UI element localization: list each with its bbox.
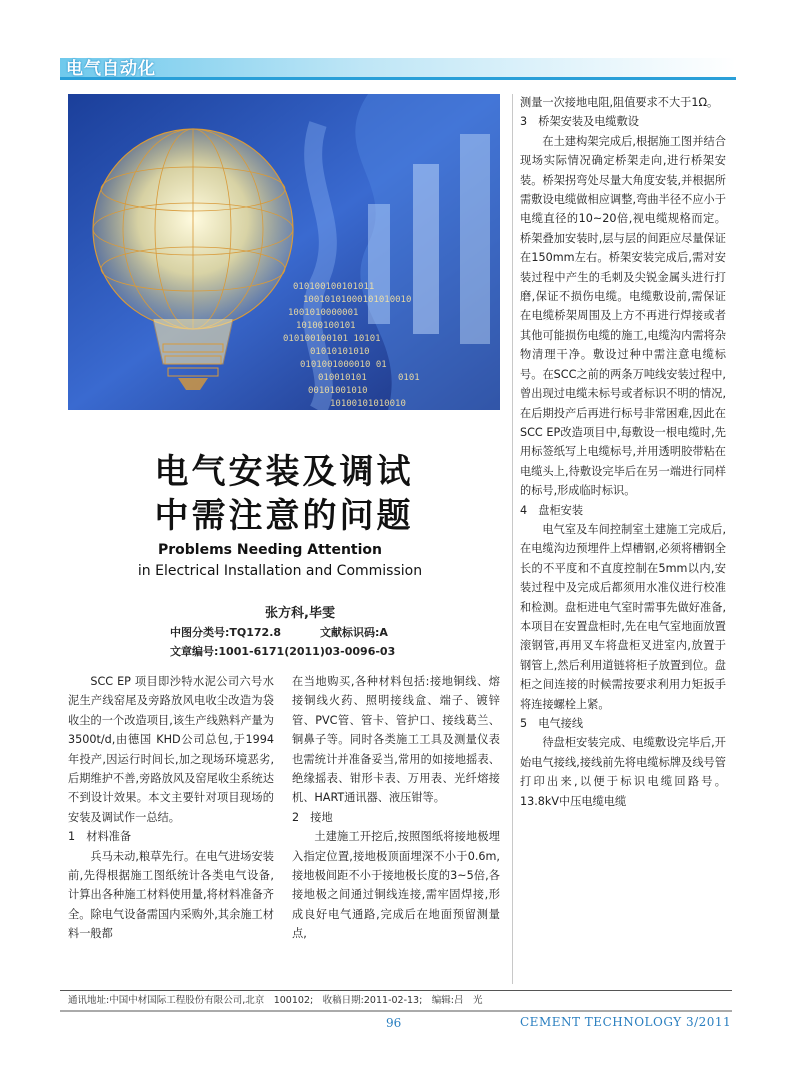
binary-line: 10010101000101010010 <box>303 295 412 305</box>
page-title-line2: 中需注意的问题 <box>154 496 414 536</box>
binary-line: 010100100101011 <box>293 282 375 292</box>
authors: 张方科,毕雯 <box>265 606 335 621</box>
page-number: 96 <box>386 1016 402 1030</box>
english-title-line2: in Electrical Installation and Commission <box>137 563 423 579</box>
footnote-rule <box>60 990 732 991</box>
column-3 <box>520 93 726 811</box>
header-rule <box>60 77 736 80</box>
journal-name: CEMENT TECHNOLOGY 3/2011 <box>520 1015 732 1029</box>
section-header-band <box>60 58 736 80</box>
paragraph: 在当地购买,各种材料包括:接地铜线、熔接铜线火药、照明接线盒、端子、镀锌管、PVC管、管卡、管护口、接线葛兰、铜鼻子等。同时各类施工工具及测量仪表也需统计并准备妥当,常用的如接地摇表、绝缘摇表、钳形卡表、万用表、光纤熔接机、HART通讯器、液压钳等。 <box>292 675 500 805</box>
article-number: 文章编号:1001-6171(2011)03-0096-03 <box>170 645 396 658</box>
binary-line: 010010101 <box>318 373 367 383</box>
binary-line: 1001010000001 <box>288 308 359 318</box>
page-title-line1: 电气安装及调试 <box>154 452 414 492</box>
title-block <box>68 450 500 538</box>
binary-line: 01010101010 <box>310 347 370 357</box>
binary-line: 0101001000010 01 <box>300 360 387 370</box>
lightbulb-illustration <box>68 94 500 410</box>
paragraph: 兵马未动,粮草先行。在电气进场安装前,先得根据施工图纸统计各类电气设备,计算出各种施工材料使用量,将材料准备齐全。除电气设备需国内采购外,其余施工材料一般都 <box>68 849 274 941</box>
hero-image <box>68 94 500 410</box>
section-heading: 3 桥架安装及电缆敷设 <box>520 115 639 129</box>
paragraph: 待盘柜安装完成、电缆敷设完毕后,开始电气接线,接线前先将电缆标牌及线号管打印出来,以便于标识电缆回路号。13.8kV中压电缆电缆 <box>520 736 726 808</box>
binary-line: 00101001010 <box>308 386 368 396</box>
document-code: 文献标识码:A <box>320 626 388 639</box>
section-tag: 电气自动化 <box>66 59 156 79</box>
paragraph: 电气室及车间控制室土建施工完成后,在电缆沟边预埋件上焊槽钢,必须将槽钢全长的不平度和不直度控制在5mm以内,安装过程中及完成后都须用水准仪进行校准和检测。盘柜进电气室时需事先做好准备,本项目在安置盘柜时,先在电气室地面放置滚钢管,再用叉车将盘柜叉进室内,放置于钢管上,然后利用道链将柜子放置到位。盘柜之间连接的时候需按要求利用力矩扳手将连接螺栓上紧。 <box>520 522 726 711</box>
footer-rule <box>60 1010 732 1012</box>
paragraph: 在土建构架完成后,根据施工图并结合现场实际情况确定桥架走向,进行桥架安装。桥架拐弯处尽量大角度安装,并根据所需敷设电缆做相应调整,弯曲半径不应小于电缆直径的10~20倍,视电缆规格而定。桥架叠加安装时,层与层的间距应尽量保证在150mm左右。桥架安装完成后,需对安装过程中产生的毛刺及尖锐金属头进行打磨,保证不损伤电缆。电缆敷设前,需保证在电缆桥架周围及上方不再进行焊接或者其他可能损伤电缆的施工,电缆沟内需将杂物清理干净。敷设过种中需注意电缆标号。在SCC之前的两条万吨线安装过程中,曾出现过电缆未标号或者标识不明的情况,在后期投产后再进行标号非常困难,因此在SCC EP改造项目中,每敷设一根电缆时,先用标签纸写上电缆标号,并用透明胶带粘在电缆头上,待敷设完毕后在另一端进行同样的标号,形成临时标识。 <box>520 134 726 498</box>
binary-line: 10100101010010 <box>330 399 406 409</box>
paragraph: 土建施工开挖后,按照图纸将接地极埋入指定位置,接地极顶面埋深不小于0.6m,接地极间距不小于接地极长度的3~5倍,各接地极之间通过铜线连接,需牢固焊接,形成良好电气通路,完成后在地面预留测量点, <box>292 830 500 941</box>
clc-number: 中图分类号:TQ172.8 <box>170 626 282 639</box>
column-1 <box>68 672 274 944</box>
paragraph: SCC EP 项目即沙特水泥公司六号水泥生产线窑尾及旁路放风电收尘改造为袋收尘的一个改造项目,该生产线熟料产量为 3500t/d,由德国 KHD公司总包,于1994年投产,因运行时间长,加之现场环境恶劣,后期维护不善,旁路放风及窑尾收尘系统达不到设计效果。本文主要针对项目现场的安装及调试作一总结。 <box>68 675 274 824</box>
section-heading: 2 接地 <box>292 810 333 824</box>
binary-line: 10100100101 <box>296 321 356 331</box>
binary-line: 010100100101 10101 <box>283 334 381 344</box>
column-divider <box>512 94 513 984</box>
footnote: 通讯地址:中国中材国际工程股份有限公司,北京 100102; 收稿日期:2011-02-13; 编辑:吕 光 <box>68 995 483 1006</box>
paragraph: 测量一次接地电阻,阻值要求不大于1Ω。 <box>520 96 719 109</box>
binary-line: 0101 <box>398 373 420 383</box>
english-title-line1: Problems Needing Attention <box>157 542 383 558</box>
section-heading: 1 材料准备 <box>68 830 132 844</box>
column-2 <box>292 672 500 944</box>
section-heading: 5 电气接线 <box>520 717 584 730</box>
section-heading: 4 盘柜安装 <box>520 503 584 517</box>
